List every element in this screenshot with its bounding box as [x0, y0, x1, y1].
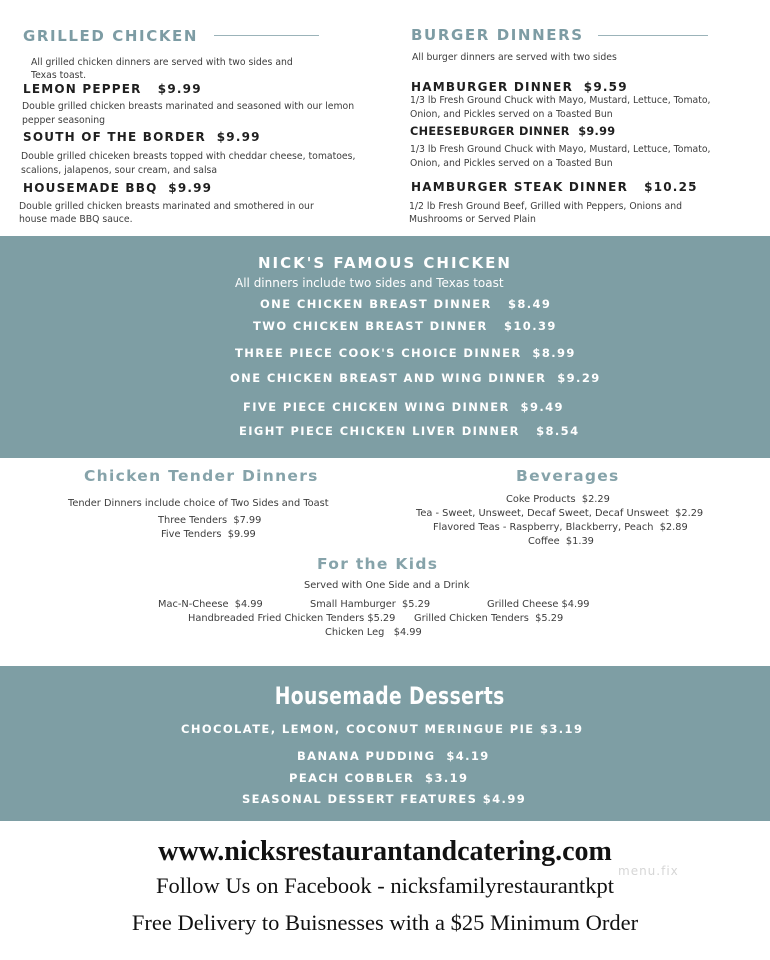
menu-item-south-of-the-border — [23, 130, 261, 144]
item-name: HAMBURGER DINNER — [411, 80, 574, 94]
item-price: $10.25 — [644, 180, 698, 194]
item-price: $9.59 — [583, 80, 628, 94]
menu-item-housemade-bbq — [23, 181, 212, 195]
dessert-item: SEASONAL DESSERT FEATURES $4.99 — [242, 792, 527, 806]
kids-item: Small Hamburger $5.29 — [310, 599, 431, 610]
burger-dinners-title: BURGER DINNERS — [411, 26, 584, 44]
menu-item-cheeseburger-dinner — [410, 125, 615, 138]
famous-item: FIVE PIECE CHICKEN WING DINNER $9.49 — [243, 400, 564, 414]
grilled-note-line1: All grilled chicken dinners are served with two sides and — [31, 57, 293, 68]
item-desc-line: Mushrooms or Served Plain — [409, 214, 536, 225]
website-link[interactable]: www.nicksrestaurantandcatering.com — [158, 836, 612, 867]
famous-item: ONE CHICKEN BREAST AND WING DINNER $9.29 — [230, 371, 601, 385]
watermark-logo: menu.fix — [618, 864, 679, 878]
item-name: HAMBURGER STEAK DINNER — [411, 180, 629, 194]
kids-item: Mac-N-Cheese $4.99 — [158, 599, 263, 610]
beverage-item: Coke Products $2.29 — [506, 494, 610, 505]
item-desc-line: Double grilled chicken breasts marinated and smothered in our — [19, 201, 314, 212]
menu-item-lemon-pepper — [23, 82, 202, 96]
beverages-title: Beverages — [516, 467, 620, 485]
famous-item: THREE PIECE COOK'S CHOICE DINNER $8.99 — [235, 346, 576, 360]
kids-note: Served with One Side and a Drink — [304, 580, 470, 591]
item-price: $9.99 — [157, 82, 202, 96]
beverage-item: Flavored Teas - Raspberry, Blackberry, Peach $2.89 — [433, 522, 688, 533]
famous-chicken-subtitle: All dinners include two sides and Texas toast — [235, 276, 504, 290]
delivery-line: Free Delivery to Buisnesses with a $25 Minimum Order — [131, 910, 639, 935]
item-desc-line: pepper seasoning — [22, 115, 105, 126]
kids-title: For the Kids — [317, 555, 439, 573]
famous-item: EIGHT PIECE CHICKEN LIVER DINNER $8.54 — [239, 424, 580, 438]
dessert-item: PEACH COBBLER $3.19 — [289, 771, 469, 785]
burger-note: All burger dinners are served with two sides — [412, 52, 617, 63]
item-name: SOUTH OF THE BORDER — [23, 130, 206, 144]
item-name: HOUSEMADE BBQ — [23, 181, 158, 195]
item-desc-line: Double grilled chiceken breasts topped with cheddar cheese, tomatoes, — [21, 151, 356, 162]
chicken-tenders-title: Chicken Tender Dinners — [84, 467, 319, 485]
item-desc-line: Onion, and Pickles served on a Toasted Bun — [410, 109, 613, 120]
dessert-item: BANANA PUDDING $4.19 — [297, 749, 490, 763]
beverage-item: Tea - Sweet, Unsweet, Decaf Sweet, Decaf Unsweet $2.29 — [416, 508, 704, 519]
famous-item: ONE CHICKEN BREAST DINNER $8.49 — [260, 297, 552, 311]
famous-item: TWO CHICKEN BREAST DINNER $10.39 — [253, 319, 557, 333]
item-price: $9.99 — [216, 130, 261, 144]
item-price: $9.99 — [168, 181, 213, 195]
kids-item: Chicken Leg $4.99 — [325, 627, 422, 638]
item-price: $9.99 — [578, 125, 616, 138]
grilled-chicken-title: GRILLED CHICKEN — [23, 27, 199, 45]
item-desc-line: scalions, jalapenos, sour cream, and salsa — [21, 165, 218, 176]
dessert-item: CHOCOLATE, LEMON, COCONUT MERINGUE PIE $3.19 — [181, 722, 584, 736]
item-desc-line: 1/3 lb Fresh Ground Chuck with Mayo, Mustard, Lettuce, Tomato, — [410, 144, 711, 155]
kids-item: Handbreaded Fried Chicken Tenders $5.29 — [188, 613, 396, 624]
item-name: CHEESEBURGER DINNER — [410, 125, 570, 138]
item-desc-line: house made BBQ sauce. — [19, 214, 133, 225]
menu-item-hamburger-steak-dinner — [411, 180, 698, 194]
item-desc-line: Onion, and Pickles served on a Toasted Bun — [410, 158, 613, 169]
menu-item-hamburger-dinner — [411, 80, 628, 94]
item-name: LEMON PEPPER — [23, 82, 142, 96]
burger-title-rule — [598, 35, 708, 36]
desserts-title: Housemade Desserts — [274, 682, 505, 710]
tenders-item: Three Tenders $7.99 — [158, 515, 262, 526]
tenders-item: Five Tenders $9.99 — [161, 529, 256, 540]
grilled-title-rule — [214, 35, 319, 36]
item-desc-line: Double grilled chicken breasts marinated and seasoned with our lemon — [22, 101, 355, 112]
kids-item: Grilled Cheese $4.99 — [487, 599, 590, 610]
item-desc-line: 1/3 lb Fresh Ground Chuck with Mayo, Mustard, Lettuce, Tomato, — [410, 95, 711, 106]
grilled-note-line2: Texas toast. — [31, 70, 87, 81]
famous-chicken-title: NICK'S FAMOUS CHICKEN — [258, 254, 512, 272]
kids-item: Grilled Chicken Tenders $5.29 — [414, 613, 564, 624]
facebook-line: Follow Us on Facebook - nicksfamilyrestaurantkpt — [155, 873, 615, 898]
item-desc-line: 1/2 lb Fresh Ground Beef, Grilled with Peppers, Onions and — [409, 201, 682, 212]
tenders-note: Tender Dinners include choice of Two Sides and Toast — [68, 498, 329, 509]
beverage-item: Coffee $1.39 — [528, 536, 594, 547]
